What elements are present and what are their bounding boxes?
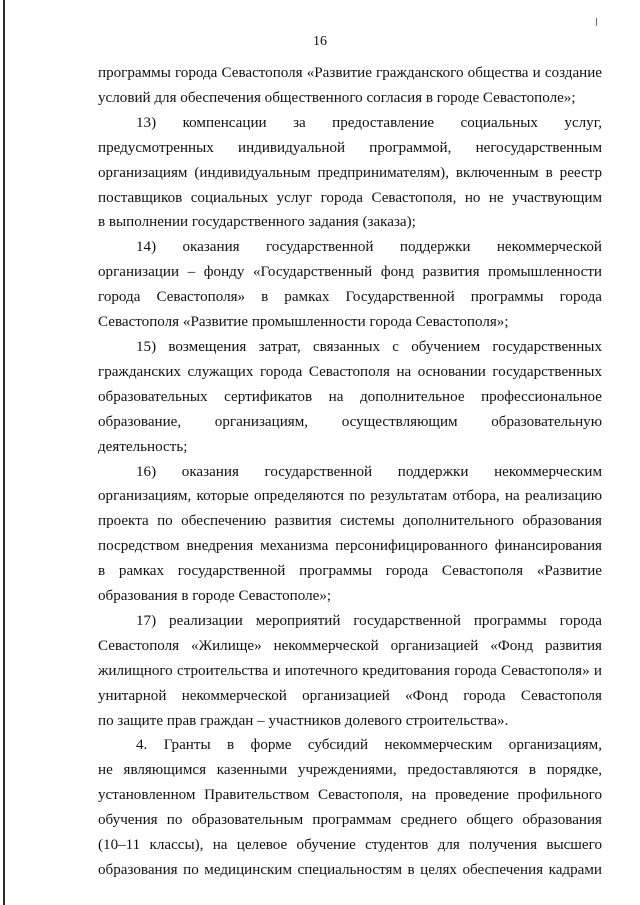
text-line: образования в городе Севастополе»; [98,588,332,605]
text-line: проекта по обеспечению развития системы дополнительного образования [98,513,602,530]
page-number: 16 [313,34,327,49]
text-line: Севастополя «Развитие промышленности города Севастополя»; [98,314,509,331]
text-line: города Севастополя» в рамках Государственной программы города [98,289,602,306]
text-line: 15) возмещения затрат, связанных с обучением государственных [136,338,602,355]
paragraph-item-17 [98,609,602,734]
text-line: поставщиков социальных услуг города Севастополя, но не участвующим [98,189,602,206]
text-line: условий для обеспечения общественного согласия в городе Севастополе»; [98,89,576,106]
text-line: Севастополя «Жилище» некоммерческой организацией «Фонд развития [98,637,602,654]
text-line: посредством внедрения механизма персонифицированного финансирования [98,538,602,555]
paragraph-item-16 [98,460,602,609]
text-line: жилищного строительства и ипотечного кредитования города Севастополя» и [98,662,602,679]
text-line: 4. Гранты в форме субсидий некоммерческим организациям, [136,737,602,754]
paragraph-section-4 [98,733,602,882]
text-line: программы города Севастополя «Развитие гражданского общества и создание [98,65,602,81]
document-body [98,61,602,883]
paragraph-continuation [98,61,602,111]
text-line: гражданских служащих города Севастополя на основании государственных [98,363,602,380]
text-line: образовательных сертификатов на дополнительное профессиональное [98,388,602,405]
text-line: не являющимся казенными учреждениями, предоставляются в порядке, [98,762,602,779]
text-line: в рамках государственной программы города Севастополя «Развитие [98,563,602,580]
paragraph-item-15 [98,335,602,460]
text-line: (10–11 классы), на целевое обучение студентов для получения высшего [98,837,602,854]
scan-mark [596,18,597,26]
text-line: по защите прав граждан – участников долевого строительства». [98,712,509,729]
text-line: в выполнении государственного задания (заказа); [98,214,416,231]
text-line: унитарной некоммерческой организацией «Фонд города Севастополя [98,687,602,704]
text-line: 16) оказания государственной поддержки некоммерческим [136,463,602,480]
text-line: предусмотренных индивидуальной программой, негосударственным [98,139,602,156]
text-line: 17) реализации мероприятий государственной программы города [136,612,602,629]
text-line: обучения по образовательным программам среднего общего образования [98,812,602,829]
text-line: организациям (индивидуальным предпринимателям), включенным в реестр [98,164,602,181]
scan-edge-line [3,0,5,905]
text-line: организации – фонду «Государственный фонд развития промышленности [98,264,602,281]
text-line: образования по медицинским специальностям в целях обеспечения кадрами [98,862,602,878]
text-line: установленном Правительством Севастополя, на проведение профильного [98,787,602,804]
text-line: 14) оказания государственной поддержки некоммерческой [136,239,602,256]
paragraph-item-14 [98,235,602,335]
paragraph-item-13 [98,111,602,236]
text-line: организациям, которые определяются по результатам отбора, на реализацию [98,488,602,505]
text-line: образование, организациям, осуществляющим образовательную деятельность; [98,413,602,455]
text-line: 13) компенсации за предоставление социальных услуг, [136,114,602,131]
